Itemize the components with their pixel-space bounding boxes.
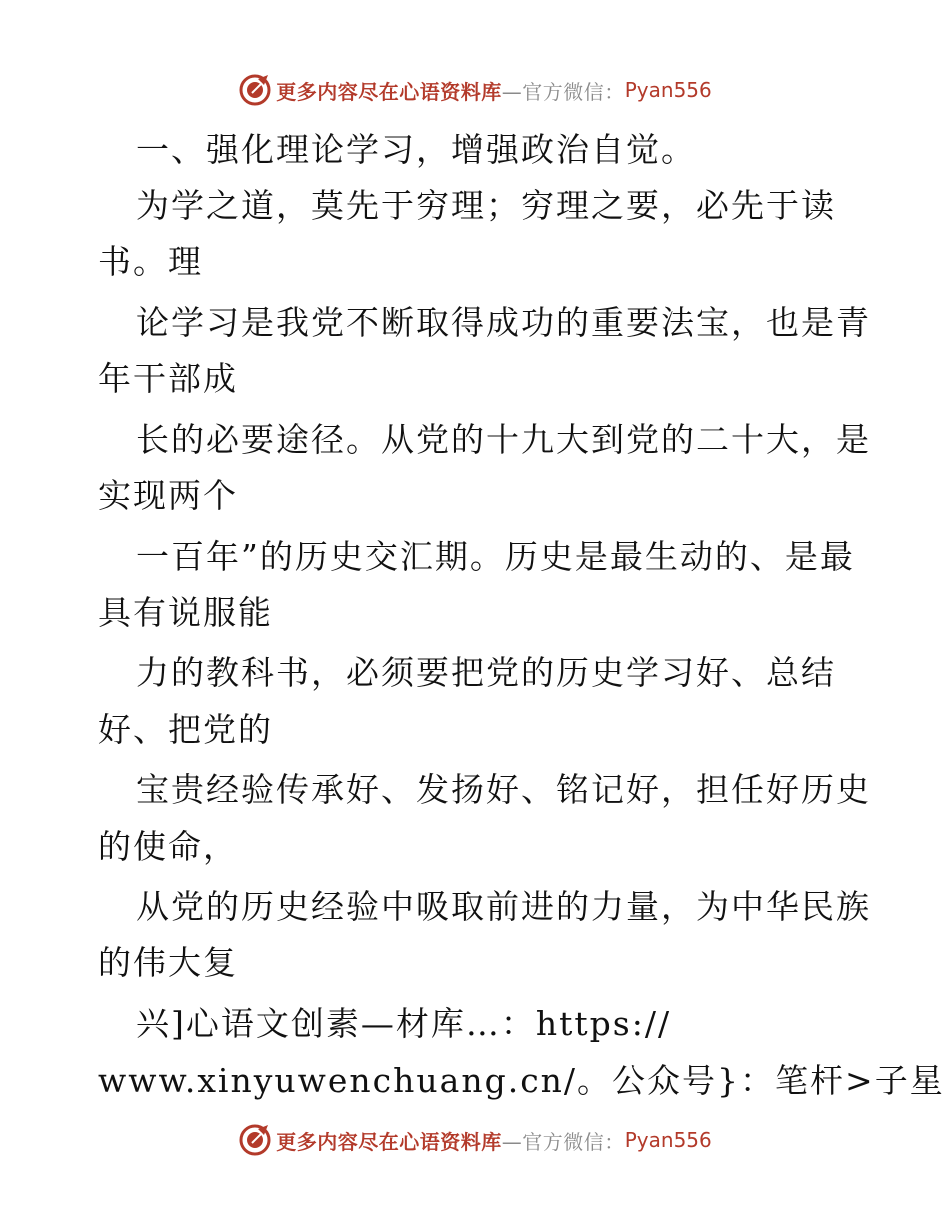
banner-text-wechat-id: Pyan556 xyxy=(624,1128,712,1152)
body-line: 长的必要途径。从党的十九大到党的二十大，是 xyxy=(136,420,871,459)
body-line: 兴]心语文创素—材库…：https:// xyxy=(136,1004,672,1043)
body-line: 的伟大复 xyxy=(98,943,238,982)
body-line: 具有说服能 xyxy=(98,593,273,632)
body-line: 论学习是我党不断取得成功的重要法宝，也是青 xyxy=(136,303,871,342)
body-line: 宝贵经验传承好、发扬好、铭记好，担任好历史 xyxy=(136,770,871,809)
body-line: 书。理 xyxy=(98,242,203,281)
body-line: 一、强化理论学习，增强政治自觉。 xyxy=(136,130,696,169)
banner-text-wechat-label: —官方微信： xyxy=(501,79,625,104)
body-line: 从党的历史经验中吸取前进的力量，为中华民族 xyxy=(136,887,871,926)
body-line: www.xinyuwenchuang.cn/。公众号}：笔杆>子星 xyxy=(98,1061,945,1100)
body-line: 年干部成 xyxy=(98,359,238,398)
body-line: 一百年”的历史交汇期。历史是最生动的、是最 xyxy=(136,537,855,576)
banner-text-main: 更多内容尽在心语资料库 xyxy=(276,1129,502,1154)
body-line: 力的教科书，必须要把党的历史学习好、总结 xyxy=(136,653,836,692)
body-line: 为学之道，莫先于穷理；穷理之要，必先于读 xyxy=(136,186,836,225)
footer-banner xyxy=(0,1120,950,1160)
body-line: 实现两个 xyxy=(98,476,238,515)
banner-text-wechat-label: —官方微信： xyxy=(501,1129,625,1154)
quill-pen-badge-icon xyxy=(238,1123,272,1157)
banner-text-main: 更多内容尽在心语资料库 xyxy=(276,79,502,104)
banner-text-wechat-id: Pyan556 xyxy=(624,78,712,102)
body-line: 好、把党的 xyxy=(98,710,273,749)
body-line: 的使命， xyxy=(98,827,238,866)
